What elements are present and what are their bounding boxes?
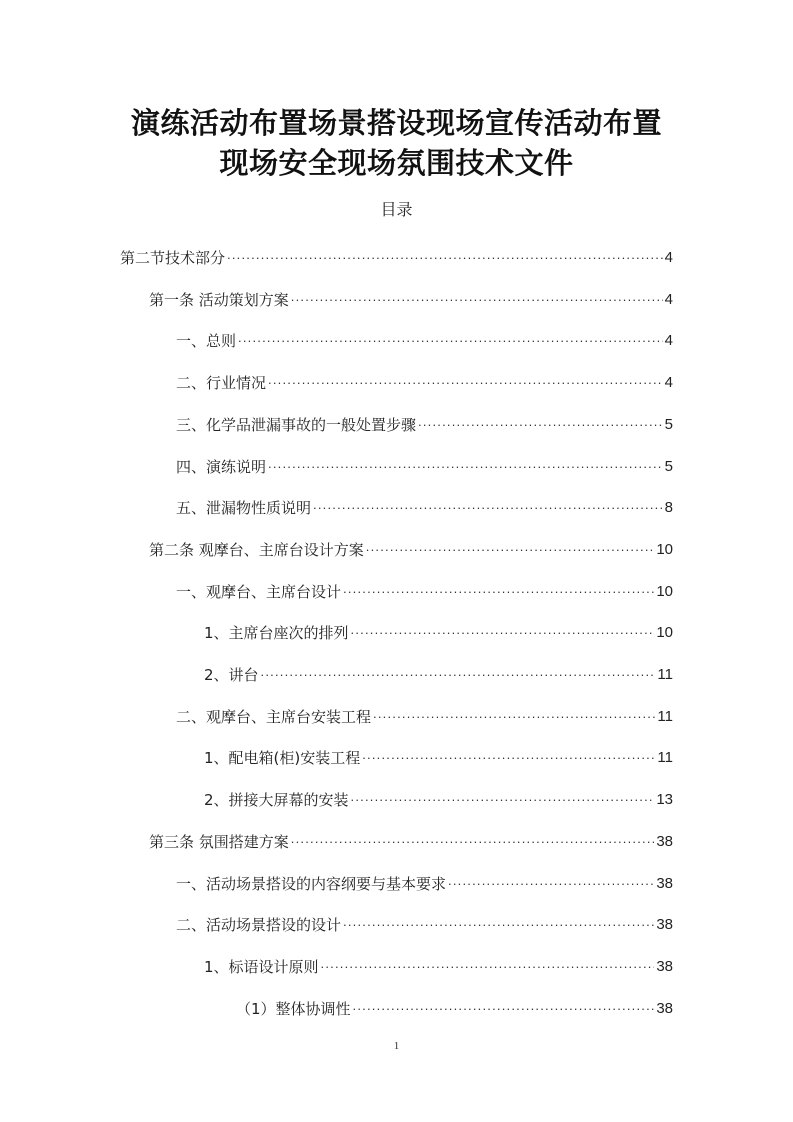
toc-entry[interactable]	[149, 825, 673, 853]
toc-entry-label: 1、配电箱(柜)安装工程	[204, 749, 361, 768]
toc-entry[interactable]	[204, 658, 673, 686]
toc-dot-leader	[238, 327, 663, 349]
toc-entry-page: 4	[664, 290, 673, 308]
toc-entry-label: 2、拼接大屏幕的安装	[204, 791, 349, 810]
toc-dot-leader	[418, 411, 663, 433]
toc-dot-leader	[351, 619, 655, 641]
toc-dot-leader	[313, 494, 663, 516]
toc-entry-label: （1）整体协调性	[236, 999, 351, 1018]
toc-entry[interactable]	[176, 908, 673, 936]
toc-dot-leader	[268, 369, 663, 391]
toc-dot-leader	[366, 536, 655, 558]
toc-entry-label: 二、行业情况	[176, 374, 267, 393]
toc-entry-page: 38	[656, 874, 673, 892]
toc-entry-page: 4	[664, 332, 673, 350]
document-title-line-2: 现场安全现场氛围技术文件	[219, 146, 574, 180]
toc-dot-leader	[291, 828, 655, 850]
toc-entry-page: 5	[664, 415, 673, 433]
toc-heading: 目录	[380, 200, 413, 219]
toc-entry-page: 4	[664, 374, 673, 392]
toc-entry[interactable]	[176, 575, 673, 603]
toc-entry-label: 第二条 观摩台、主席台设计方案	[149, 540, 364, 559]
toc-entry-label: 五、泄漏物性质说明	[176, 499, 312, 518]
toc-entry-label: 一、观摩台、主席台设计	[176, 582, 342, 601]
toc-entry-label: 一、总则	[176, 332, 237, 351]
toc-dot-leader	[321, 953, 655, 975]
toc-entry-page: 11	[657, 707, 673, 725]
toc-entry-page: 38	[656, 999, 673, 1017]
toc-entry-label: 第二节技术部分	[120, 249, 226, 267]
toc-entry[interactable]	[176, 450, 673, 478]
toc-dot-leader	[353, 995, 655, 1017]
toc-entry-page: 11	[657, 666, 673, 683]
toc-entry-label: 第三条 氛围搭建方案	[149, 832, 289, 851]
toc-entry-page: 38	[656, 957, 673, 975]
toc-entry-label: 三、化学品泄漏事故的一般处置步骤	[176, 415, 417, 434]
toc-entry-label: 1、标语设计原则	[204, 957, 319, 976]
toc-entry-page: 11	[657, 749, 673, 767]
toc-entry-label: 四、演练说明	[176, 457, 267, 476]
toc-dot-leader	[448, 870, 654, 892]
toc-entry-page: 38	[656, 916, 673, 934]
toc-entry-page: 10	[656, 540, 673, 558]
toc-dot-leader	[268, 453, 663, 475]
document-title-line-1: 演练活动布置场景搭设现场宣传活动布置	[130, 106, 662, 140]
toc-dot-leader	[261, 661, 656, 683]
toc-entry-label: 二、观摩台、主席台安装工程	[176, 707, 372, 726]
toc-dot-leader	[227, 244, 663, 266]
toc-entry[interactable]	[204, 741, 673, 769]
toc-entry[interactable]	[176, 867, 673, 895]
toc-entry-page: 4	[664, 249, 673, 266]
toc-entry[interactable]	[120, 241, 673, 269]
toc-entry[interactable]	[236, 992, 673, 1020]
toc-entry-page: 13	[656, 791, 673, 809]
toc-entry-page: 5	[664, 457, 673, 475]
toc-dot-leader	[291, 286, 663, 308]
toc-dot-leader	[343, 578, 654, 600]
page-number: 1	[393, 1040, 400, 1052]
toc-entry[interactable]	[204, 783, 673, 811]
toc-entry[interactable]	[176, 491, 673, 519]
toc-entry-page: 10	[656, 624, 673, 642]
toc-dot-leader	[373, 703, 655, 725]
toc-entry[interactable]	[176, 324, 673, 352]
toc-entry-page: 8	[664, 499, 673, 517]
toc-entry-label: 一、活动场景搭设的内容纲要与基本要求	[176, 874, 447, 893]
toc-entry[interactable]	[204, 616, 673, 644]
toc-entry-page: 38	[656, 832, 673, 850]
toc-dot-leader	[343, 911, 654, 933]
toc-entry-label: 2、讲台	[204, 666, 259, 684]
toc-dot-leader	[351, 786, 655, 808]
toc-entry[interactable]	[204, 950, 673, 978]
toc-dot-leader	[362, 744, 655, 766]
toc-entry[interactable]	[176, 408, 673, 436]
toc-entry[interactable]	[176, 366, 673, 394]
toc-entry[interactable]	[149, 283, 673, 311]
toc-entry[interactable]	[176, 700, 673, 728]
toc-entry-label: 二、活动场景搭设的设计	[176, 916, 342, 935]
toc-entry-page: 10	[656, 582, 673, 600]
toc-entry-label: 1、主席台座次的排列	[204, 624, 349, 643]
toc-entry[interactable]	[149, 533, 673, 561]
toc-entry-label: 第一条 活动策划方案	[149, 290, 289, 309]
